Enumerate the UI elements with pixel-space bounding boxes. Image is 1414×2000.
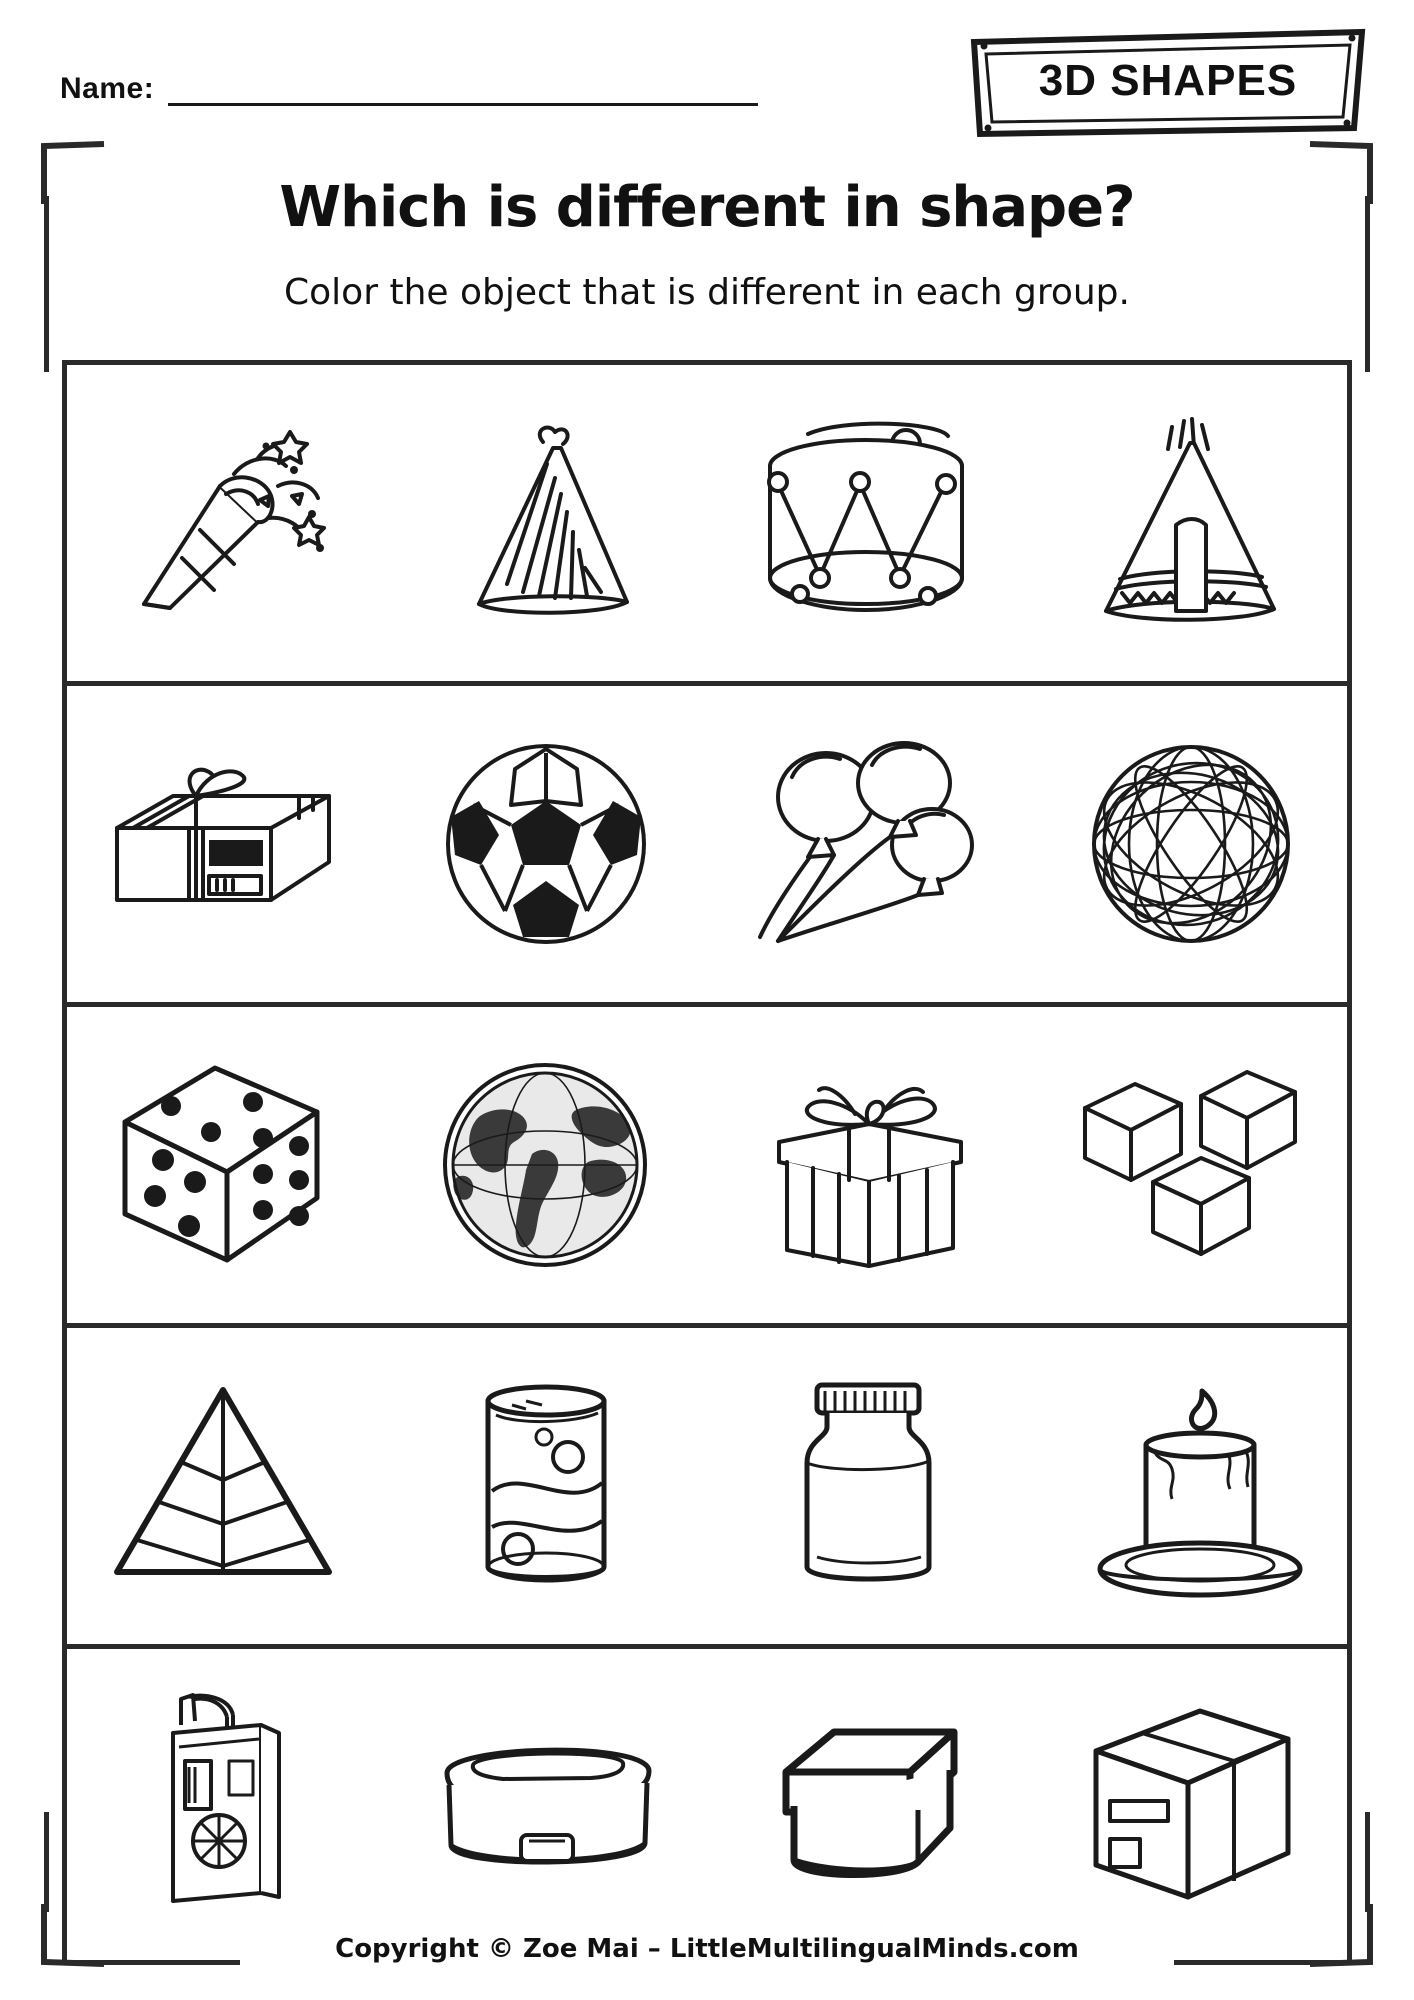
row-edge-left — [62, 683, 67, 1005]
copyright-notice: Copyright © Zoe Mai – LittleMultilingualMinds.com — [335, 1934, 1079, 1964]
table-row — [62, 1002, 1352, 1323]
question-rows — [62, 360, 1352, 1965]
name-field-row — [60, 72, 758, 106]
badge-label: 3D SHAPES — [1038, 56, 1298, 105]
teepee-tent-icon[interactable] — [1041, 373, 1341, 673]
name-input-line[interactable] — [168, 76, 758, 106]
gift-box-icon[interactable] — [73, 694, 373, 994]
table-row — [62, 681, 1352, 1002]
row-edge-right — [1347, 683, 1352, 1005]
globe-icon[interactable] — [396, 1015, 696, 1315]
page-instructions: Color the object that is different in each group. — [284, 272, 1130, 313]
balloons-icon[interactable] — [718, 694, 1018, 994]
glass-jar-icon[interactable] — [718, 1336, 1018, 1636]
row-edge-right — [1347, 1646, 1352, 1963]
drum-icon[interactable] — [718, 373, 1018, 673]
row-edge-left — [62, 1325, 67, 1647]
row-edge-right — [1347, 1325, 1352, 1647]
row-edge-left — [62, 1004, 67, 1326]
candle-icon[interactable] — [1041, 1336, 1341, 1636]
row-edge-left — [62, 362, 67, 684]
row-edge-right — [1347, 1004, 1352, 1326]
table-row — [62, 1323, 1352, 1644]
sugar-cubes-icon[interactable] — [1041, 1015, 1341, 1315]
frame-rail-right-bottom — [1365, 1812, 1370, 1912]
table-row — [62, 360, 1352, 681]
party-popper-icon[interactable] — [73, 373, 373, 673]
soccer-ball-icon[interactable] — [396, 694, 696, 994]
yarn-sphere-icon[interactable] — [1041, 694, 1341, 994]
row-edge-left — [62, 1646, 67, 1963]
row-edge-right — [1347, 362, 1352, 684]
page-title: Which is different in shape? — [279, 175, 1135, 240]
soda-can-icon[interactable] — [396, 1336, 696, 1636]
name-label: Name: — [60, 72, 155, 105]
badge-3d-shapes — [968, 28, 1368, 138]
gift-box-bow-icon[interactable] — [718, 1015, 1018, 1315]
frame-rail-left-bottom — [44, 1812, 49, 1912]
pyramid-icon[interactable] — [73, 1336, 373, 1636]
dice-icon[interactable] — [73, 1015, 373, 1315]
party-hat-icon[interactable] — [396, 373, 696, 673]
